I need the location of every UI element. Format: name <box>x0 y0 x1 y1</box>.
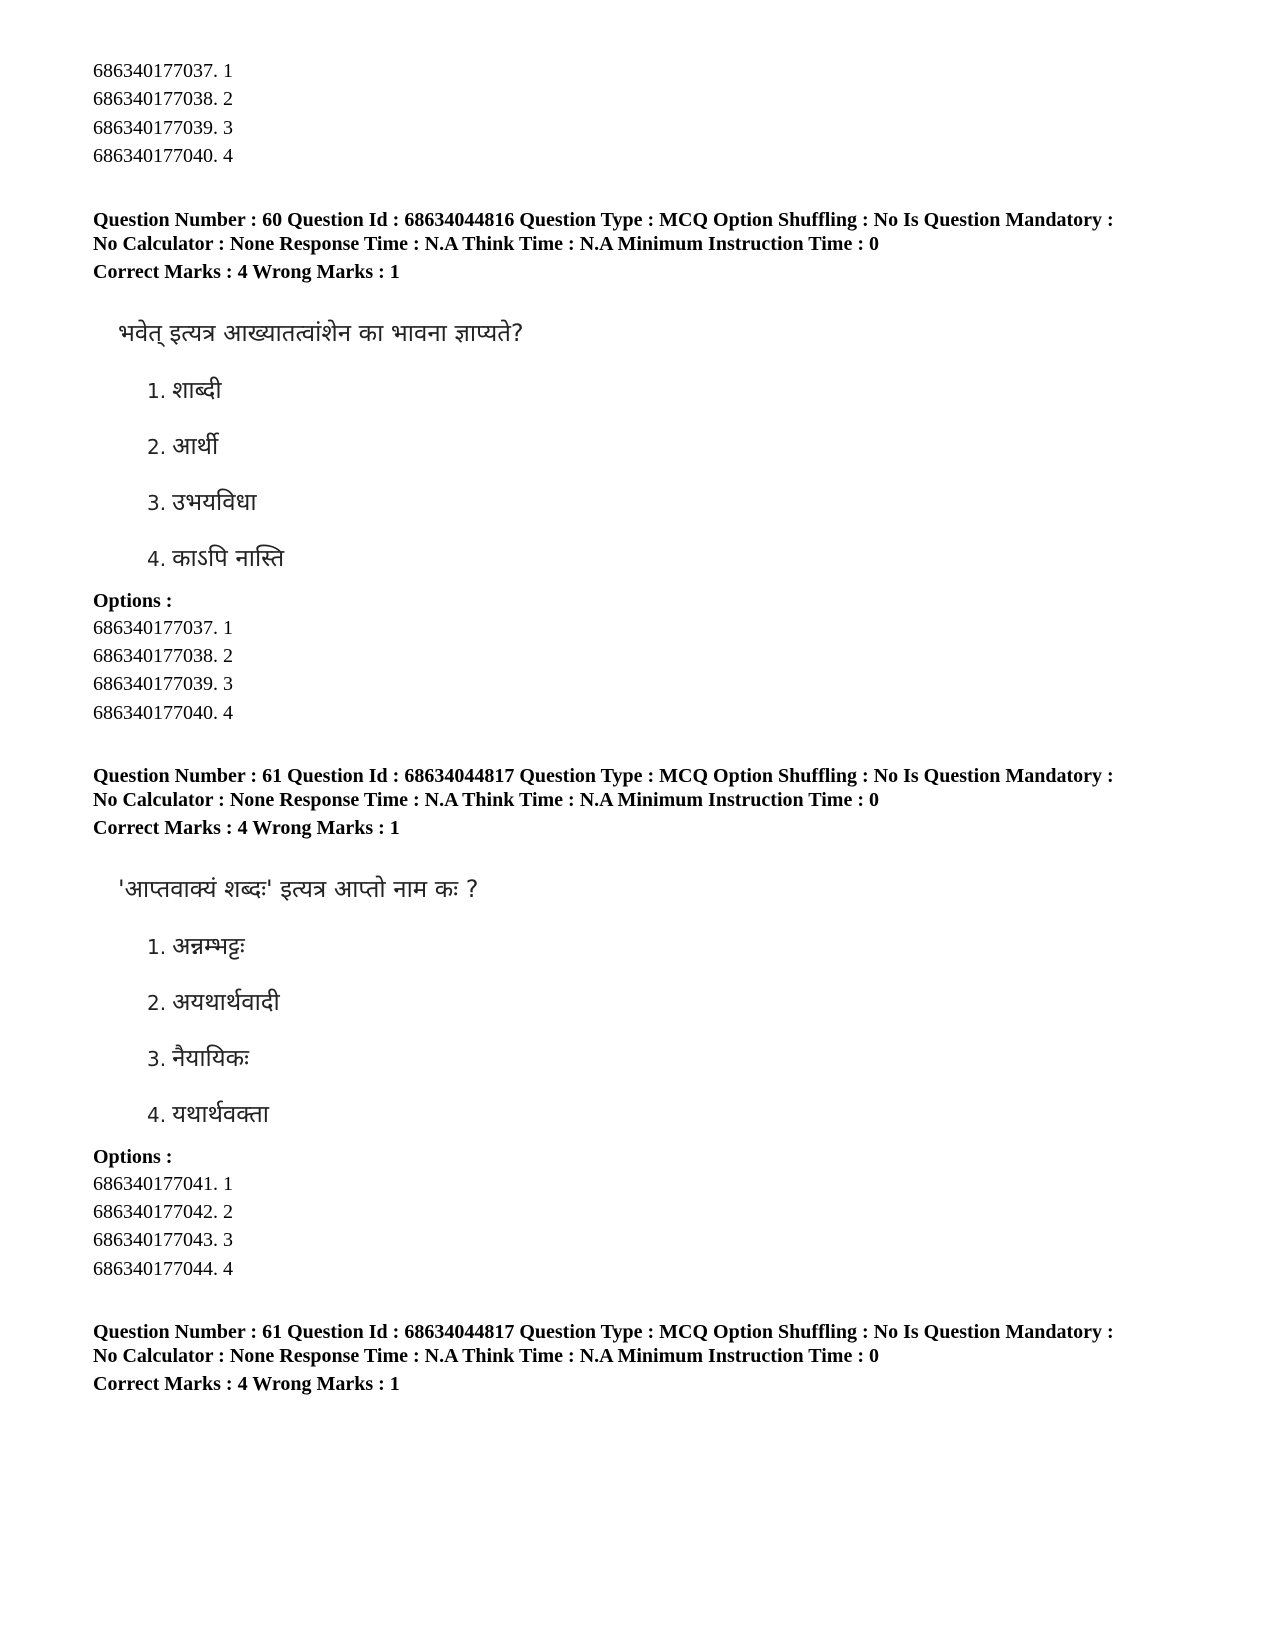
choice-text: नैयायिकः <box>172 1044 249 1072</box>
choice-item <box>147 1099 269 1130</box>
choice-item <box>147 487 257 518</box>
question-header-line1: Question Number : 60 Question Id : 68634044816 Question Type : MCQ Option Shuffling : No Is Question Mandatory : <box>93 209 1114 231</box>
question-header-line1: Question Number : 61 Question Id : 68634044817 Question Type : MCQ Option Shuffling : No Is Question Mandatory : <box>93 765 1114 787</box>
choice-item <box>147 543 284 574</box>
option-line: 686340177039. 3 <box>93 673 233 695</box>
choice-number: 2. <box>147 991 167 1015</box>
choice-text: शाब्दी <box>172 376 222 404</box>
option-line: 686340177038. 2 <box>93 88 233 110</box>
choice-text: काऽपि नास्ति <box>172 544 285 572</box>
option-line: 686340177042. 2 <box>93 1201 233 1223</box>
question-marks: Correct Marks : 4 Wrong Marks : 1 <box>93 1373 400 1395</box>
choice-item <box>147 1043 249 1074</box>
option-line: 686340177039. 3 <box>93 117 233 139</box>
question-header-line2: No Calculator : None Response Time : N.A Think Time : N.A Minimum Instruction Time : 0 <box>93 233 879 255</box>
choice-number: 1. <box>147 379 167 403</box>
choice-text: यथार्थवक्ता <box>172 1100 270 1128</box>
option-line: 686340177044. 4 <box>93 1258 233 1280</box>
question-marks: Correct Marks : 4 Wrong Marks : 1 <box>93 817 400 839</box>
choice-number: 2. <box>147 435 167 459</box>
choice-number: 4. <box>147 547 167 571</box>
question-text: 'आप्तवाक्यं शब्दः' इत्यत्र आप्तो नाम कः ? <box>118 875 479 903</box>
choice-item <box>147 375 222 406</box>
choice-number: 3. <box>147 1047 167 1071</box>
option-line: 686340177040. 4 <box>93 145 233 167</box>
option-line: 686340177041. 1 <box>93 1173 233 1195</box>
choice-item <box>147 987 280 1018</box>
question-marks: Correct Marks : 4 Wrong Marks : 1 <box>93 261 400 283</box>
choice-text: आर्थी <box>172 432 219 460</box>
question-text: भवेत् इत्यत्र आख्यातत्वांशेन का भावना ज्ञाप्यते? <box>118 319 524 347</box>
question-header-line2: No Calculator : None Response Time : N.A Think Time : N.A Minimum Instruction Time : 0 <box>93 789 879 811</box>
choice-text: अयथार्थवादी <box>172 988 280 1016</box>
choice-item <box>147 431 218 462</box>
option-line: 686340177038. 2 <box>93 645 233 667</box>
option-line: 686340177040. 4 <box>93 702 233 724</box>
option-line: 686340177037. 1 <box>93 617 233 639</box>
options-label: Options : <box>93 590 173 612</box>
option-line: 686340177037. 1 <box>93 60 233 82</box>
choice-text: अन्नम्भट्टः <box>172 932 245 960</box>
choice-number: 4. <box>147 1103 167 1127</box>
options-label: Options : <box>93 1146 173 1168</box>
option-line: 686340177043. 3 <box>93 1229 233 1251</box>
choice-number: 1. <box>147 935 167 959</box>
choice-text: उभयविधा <box>172 488 257 516</box>
choice-number: 3. <box>147 491 167 515</box>
question-header-line2: No Calculator : None Response Time : N.A Think Time : N.A Minimum Instruction Time : 0 <box>93 1345 879 1367</box>
question-header-line1: Question Number : 61 Question Id : 68634044817 Question Type : MCQ Option Shuffling : No Is Question Mandatory : <box>93 1321 1114 1343</box>
choice-item <box>147 931 245 962</box>
